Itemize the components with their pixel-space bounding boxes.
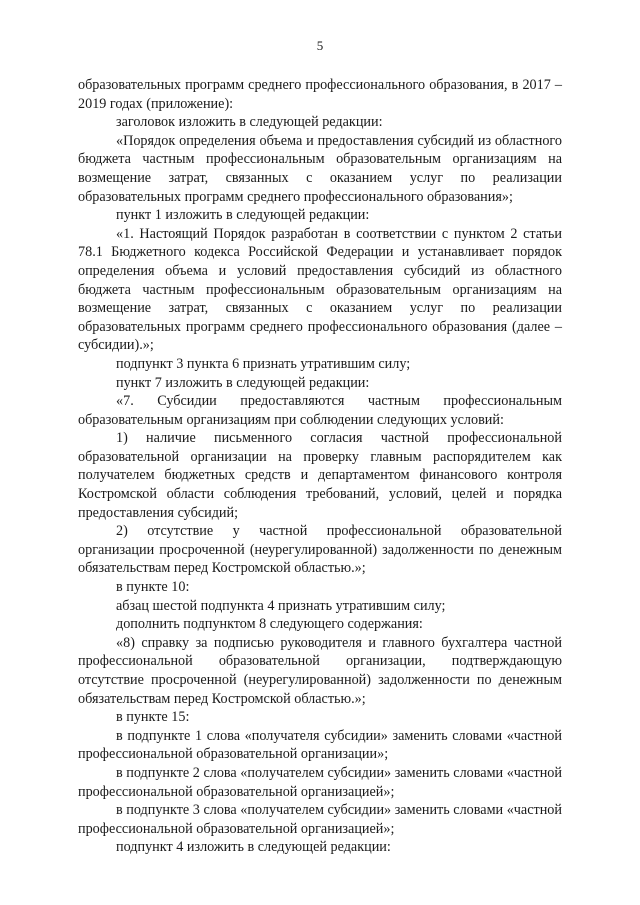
paragraph: заголовок изложить в следующей редакции: [116,114,383,131]
paragraph: «Порядок определения объема и предоставления субсидий из областного бюджета частным профессиональным образовательным организациям на возмещение затрат, связанных с оказанием услуг по реализации образовательных программ среднего профессионального образования»; [78,132,562,205]
paragraph: пункт 1 изложить в следующей редакции: [116,207,370,224]
paragraph: 1) наличие письменного согласия частной профессиональной образовательной организации на проверку главным распорядителем как получателем бюджетных средств и департаментом финансового контроля Костромской области соблюдения требований, условий, целей и порядка предоставления субсидий; [78,430,562,521]
paragraph: подпункт 4 изложить в следующей редакции: [116,839,391,856]
paragraph: в пункте 10: [116,579,190,596]
paragraph: «8) справку за подписью руководителя и главного бухгалтера частной профессиональной образовательной организации, подтверждающую отсутствие просроченной (неурегулированной) задолженности по денежным обязательствам перед Костромской областью.»; [78,634,562,707]
paragraph: в подпункте 1 слова «получателя субсидии» заменить словами «частной профессиональной образовательной организации»; [78,727,562,763]
paragraph: дополнить подпунктом 8 следующего содержания: [116,616,423,633]
paragraph: в подпункте 3 слова «получателем субсидии» заменить словами «частной профессиональной образовательной организацией»; [78,802,562,837]
page-number: 5 [316,38,324,53]
paragraph: в подпункте 2 слова «получателем субсидии» заменить словами «частной профессиональной образовательной организацией»; [78,764,562,800]
paragraph: абзац шестой подпункта 4 признать утратившим силу; [116,597,446,614]
paragraph: пункт 7 изложить в следующей редакции: [116,374,370,391]
paragraph: в пункте 15: [116,709,190,726]
paragraph: «7. Субсидии предоставляются частным профессиональным образовательным организациям при соблюдении следующих условий: [78,393,562,428]
document-body [78,76,562,857]
paragraph: подпункт 3 пункта 6 признать утратившим силу; [116,355,411,372]
paragraph: 2) отсутствие у частной профессиональной образовательной организации просроченной (неурегулированной) задолженности по денежным обязательствам перед Костромской областью.»; [78,523,562,577]
paragraph: образовательных программ среднего профессионального образования, в 2017 – 2019 годах (приложение): [78,77,562,112]
paragraph: «1. Настоящий Порядок разработан в соответствии с пунктом 2 статьи 78.1 Бюджетного кодекса Российской Федерации и устанавливает порядок определения объема и условий предоставления субсидий из областного бюджета частным профессиональным образовательным организациям на возмещение затрат, связанных с оказанием услуг по реализации образовательных программ среднего профессионального образования (далее – субсидии).»; [78,225,562,354]
